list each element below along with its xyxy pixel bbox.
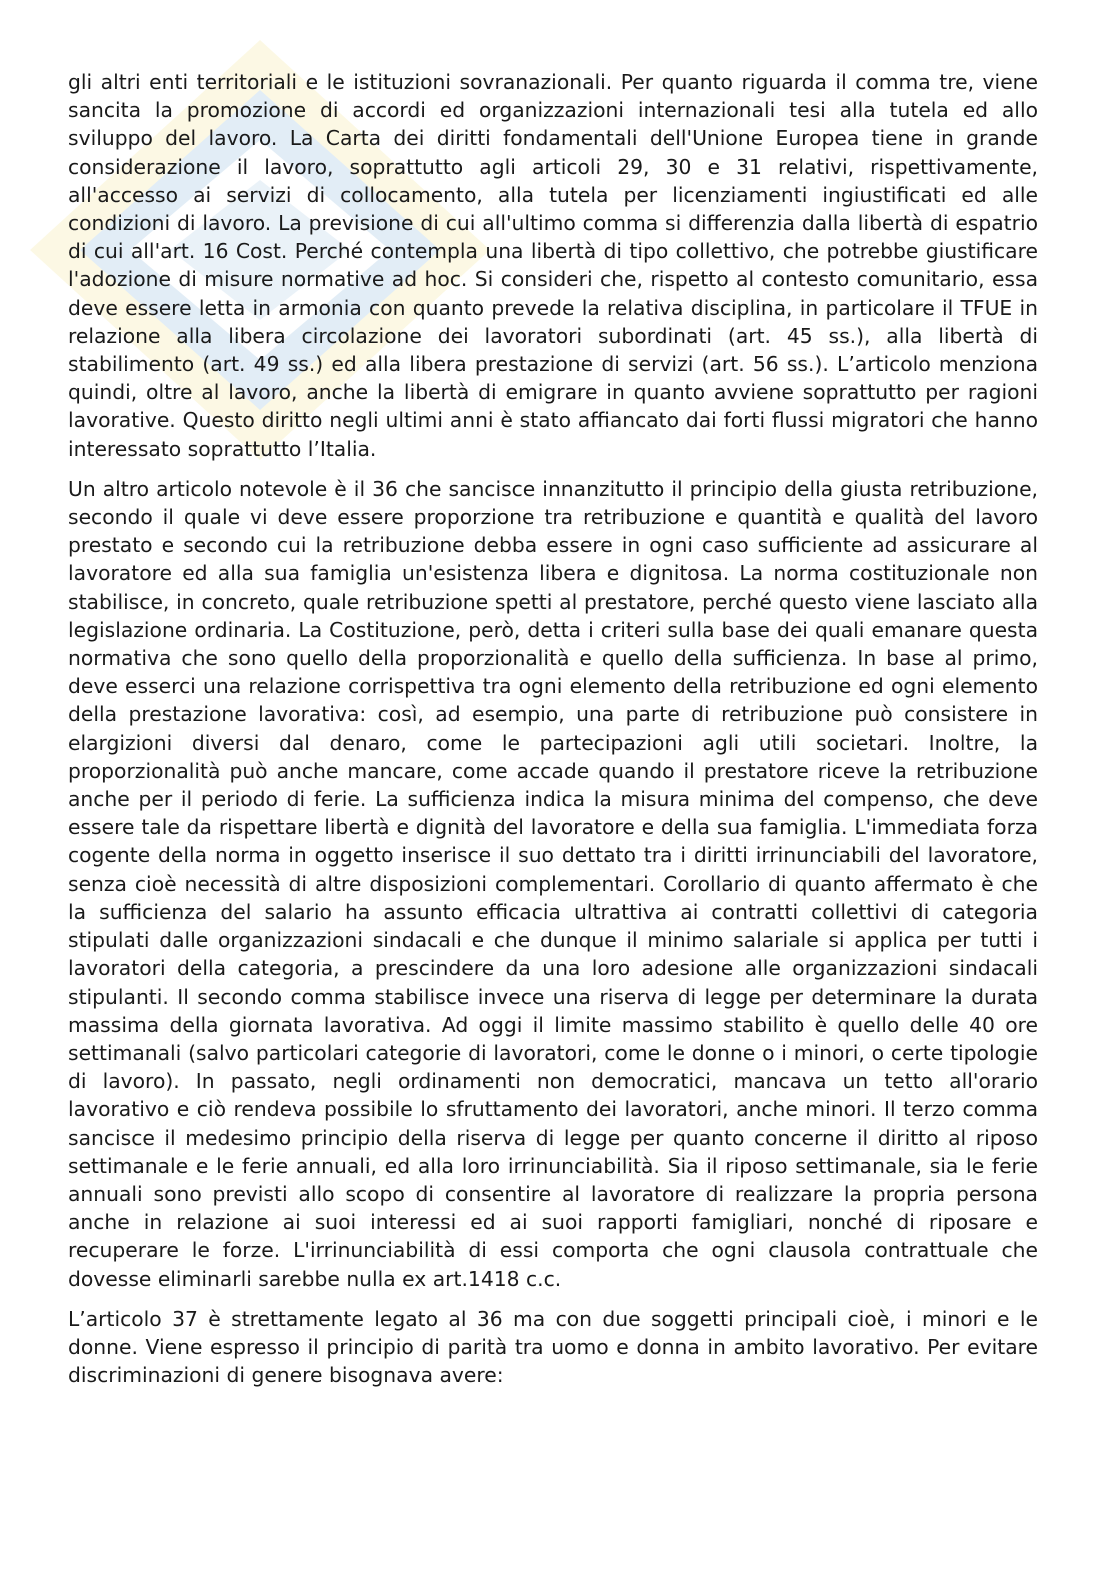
paragraph-1: gli altri enti territoriali e le istituzioni sovranazionali. Per quanto riguarda il comma tre, viene sancita la promozione di accordi ed organizzazioni internazionali tesi alla tutela ed allo sviluppo del lavoro. La Carta dei diritti fondamentali dell'Unione Europea tiene in grande considerazione il lavoro, soprattutto agli articoli 29, 30 e 31 relativi, rispettivamente, all'accesso ai servizi di collocamento, alla tutela per licenziamenti ingiustificati ed alle condizioni di lavoro. La previsione di cui all'ultimo comma si differenzia dalla libertà di espatrio di cui all'art. 16 Cost. Perché contempla una libertà di tipo collettivo, che potrebbe giustificare l'adozione di misure normative ad hoc. Si consideri che, rispetto al contesto comunitario, essa deve essere letta in armonia con quanto prevede la relativa disciplina, in particolare il TFUE in relazione alla libera circolazione dei lavoratori subordinati (art. 45 ss.), alla libertà di stabilimento (art. 49 ss.) ed alla libera prestazione di servizi (art. 56 ss.). L’articolo menziona quindi, oltre al lavoro, anche la libertà di emigrare in quanto avviene soprattutto per ragioni lavorative. Questo diritto negli ultimi anni è stato affiancato dai forti flussi migratori che hanno interessato soprattutto l’Italia. — [68, 70, 1038, 461]
paragraph-3: L’articolo 37 è strettamente legato al 36 ma con due soggetti principali cioè, i minori e le donne. Viene espresso il principio di parità tra uomo e donna in ambito lavorativo. Per evitare discriminazioni di genere bisognava avere: — [68, 1306, 1038, 1388]
document-body — [68, 68, 1038, 1401]
paragraph-2: Un altro articolo notevole è il 36 che sancisce innanzitutto il principio della giusta retribuzione, secondo il quale vi deve essere proporzione tra retribuzione e quantità e qualità del lavoro prestato e secondo cui la retribuzione debba essere in ogni caso sufficiente ad assicurare al lavoratore ed alla sua famiglia un'esistenza libera e dignitosa. La norma costituzionale non stabilisce, in concreto, quale retribuzione spetti al prestatore, perché questo viene lasciato alla legislazione ordinaria. La Costituzione, però, detta i criteri sulla base dei quali emanare questa normativa che sono quello della proporzionalità e quello della sufficienza. In base al primo, deve esserci una relazione corrispettiva tra ogni elemento della retribuzione ed ogni elemento della prestazione lavorativa: così, ad esempio, una parte di retribuzione può consistere in elargizioni diversi dal denaro, come le partecipazioni agli utili societari. Inoltre, la proporzionalità può anche mancare, come accade quando il prestatore riceve la retribuzione anche per il periodo di ferie. La sufficienza indica la misura minima del compenso, che deve essere tale da rispettare libertà e dignità del lavoratore e della sua famiglia. L'immediata forza cogente della norma in oggetto inserisce il suo dettato tra i diritti irrinunciabili del lavoratore, senza cioè necessità di altre disposizioni complementari. Corollario di quanto affermato è che la sufficienza del salario ha assunto efficacia ultrattiva ai contratti collettivi di categoria stipulati dalle organizzazioni sindacali e che dunque il minimo salariale si applica per tutti i lavoratori della categoria, a prescindere da una loro adesione alle organizzazioni sindacali stipulanti. Il secondo comma stabilisce invece una riserva di legge per determinare la durata massima della giornata lavorativa. Ad oggi il limite massimo stabilito è quello delle 40 ore settimanali (salvo particolari categorie di lavoratori, come le donne o i minori, o certe tipologie di lavoro). In passato, negli ordinamenti non democratici, mancava un tetto all'orario lavorativo e ciò rendeva possibile lo sfruttamento dei lavoratori, anche minori. Il terzo comma sancisce il medesimo principio della riserva di legge per quanto concerne il diritto al riposo settimanale e le ferie annuali, ed alla loro irrinunciabilità. Sia il riposo settimanale, sia le ferie annuali sono previsti allo scopo di consentire al lavoratore di realizzare la propria persona anche in relazione ai suoi interessi ed ai suoi rapporti famigliari, nonché di riposare e recuperare le forze. L'irrinunciabilità di essi comporta che ogni clausola contrattuale che dovesse eliminarli sarebbe nulla ex art.1418 c.c. — [68, 476, 1038, 1291]
